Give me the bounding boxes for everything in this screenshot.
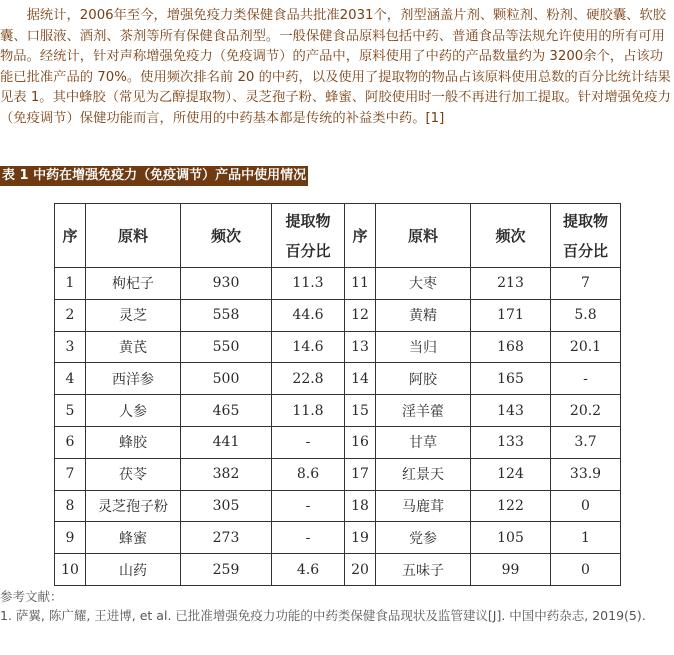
cell-frequency: 382 [181,458,272,490]
cell-material: 阿胶 [376,363,471,395]
cell-frequency: 305 [181,490,272,522]
cell-extract-percent: 4.6 [272,554,345,586]
intro-paragraph: 据统计，2006年至今，增强免疫力类保健食品共批准2031个，剂型涵盖片剂、颗粒剂、粉剂、硬胶囊、软胶囊、口服液、酒剂、茶剂等所有保健食品剂型。一般保健食品原料包括中药、普通食品等法规允许使用的所有可用物品。经统计，针对声称增强免疫力（免疫调节）的产品中，原料使用了中药的产品数量约为 3200余个，占该功能已批准产品的 70%。使用频次排名前 20 的中药，以及使用了提取物的物品占该原料使用总数的百分比统计结果见表 1。其中蜂胶（常见为乙醇提取物）、灵芝孢子粉、蜂蜜、阿胶使用时一般不再进行加工提取。针对增强免疫力（免疫调节）保健功能而言，所使用的中药基本都是传统的补益类中药。[1] [0,8,671,126]
cell-seq: 15 [345,395,376,427]
cell-material: 当归 [376,331,471,363]
cell-frequency: 259 [181,554,272,586]
cell-material: 党参 [376,522,471,554]
header-extract-line2: 百分比 [285,241,331,260]
table-caption: 表 1 中药在增强免疫力（免疫调节）产品中使用情况 [0,166,308,186]
cell-seq: 7 [55,458,86,490]
cell-seq: 12 [345,299,376,331]
cell-material: 黄芪 [86,331,181,363]
header-seq: 序 [55,204,86,268]
cell-extract-percent: 8.6 [272,458,345,490]
table-row [55,490,621,522]
cell-frequency: 143 [471,395,551,427]
cell-extract-percent: 3.7 [551,426,621,458]
cell-frequency: 171 [471,299,551,331]
cell-extract-percent: - [272,522,345,554]
header-frequency: 频次 [181,204,272,268]
cell-material: 黄精 [376,299,471,331]
cell-material: 甘草 [376,426,471,458]
cell-frequency: 273 [181,522,272,554]
table-row [55,299,621,331]
cell-frequency: 122 [471,490,551,522]
cell-extract-percent: 44.6 [272,299,345,331]
header-seq: 序 [345,204,376,268]
cell-seq: 5 [55,395,86,427]
table-row [55,554,621,586]
cell-extract-percent: 7 [551,268,621,300]
cell-extract-percent: - [551,363,621,395]
cell-material: 灵芝孢子粉 [86,490,181,522]
cell-seq: 9 [55,522,86,554]
table-row [55,522,621,554]
cell-extract-percent: 20.1 [551,331,621,363]
cell-seq: 4 [55,363,86,395]
cell-material: 山药 [86,554,181,586]
cell-material: 枸杞子 [86,268,181,300]
cell-seq: 20 [345,554,376,586]
header-extract-line2: 百分比 [562,241,608,260]
cell-material: 蜂胶 [86,426,181,458]
cell-frequency: 168 [471,331,551,363]
cell-frequency: 124 [471,458,551,490]
reference-item: 1. 萨翼, 陈广耀, 王进博, et al. 已批准增强免疫力功能的中药类保健食品现状及监管建议[J]. 中国中药杂志, 2019(5). [0,608,646,623]
cell-material: 茯苓 [86,458,181,490]
table-row [55,458,621,490]
cell-material: 大枣 [376,268,471,300]
cell-frequency: 465 [181,395,272,427]
cell-frequency: 930 [181,268,272,300]
header-extract-line1: 提取物 [285,211,331,230]
table-row [55,426,621,458]
cell-extract-percent: 11.8 [272,395,345,427]
cell-frequency: 105 [471,522,551,554]
cell-seq: 10 [55,554,86,586]
cell-material: 淫羊藿 [376,395,471,427]
cell-seq: 1 [55,268,86,300]
cell-material: 红景天 [376,458,471,490]
cell-frequency: 441 [181,426,272,458]
cell-extract-percent: 0 [551,554,621,586]
header-material: 原料 [86,204,181,268]
cell-seq: 11 [345,268,376,300]
cell-frequency: 500 [181,363,272,395]
cell-material: 马鹿茸 [376,490,471,522]
cell-extract-percent: 1 [551,522,621,554]
cell-seq: 3 [55,331,86,363]
cell-extract-percent: - [272,490,345,522]
header-extract-line1: 提取物 [562,211,608,230]
cell-extract-percent: 20.2 [551,395,621,427]
header-frequency: 频次 [471,204,551,268]
cell-extract-percent: 5.8 [551,299,621,331]
cell-frequency: 165 [471,363,551,395]
cell-extract-percent: 22.8 [272,363,345,395]
cell-material: 灵芝 [86,299,181,331]
cell-material: 蜂蜜 [86,522,181,554]
cell-frequency: 558 [181,299,272,331]
cell-material: 五味子 [376,554,471,586]
cell-material: 人参 [86,395,181,427]
cell-seq: 19 [345,522,376,554]
cell-frequency: 99 [471,554,551,586]
cell-seq: 14 [345,363,376,395]
table-row [55,331,621,363]
cell-seq: 18 [345,490,376,522]
cell-seq: 2 [55,299,86,331]
cell-frequency: 213 [471,268,551,300]
table-row [55,268,621,300]
cell-extract-percent: 33.9 [551,458,621,490]
references-title: 参考文献： [0,589,63,604]
cell-extract-percent: 0 [551,490,621,522]
cell-material: 西洋参 [86,363,181,395]
cell-seq: 8 [55,490,86,522]
table-row [55,363,621,395]
header-material: 原料 [376,204,471,268]
herb-usage-table [54,203,621,586]
cell-extract-percent: 14.6 [272,331,345,363]
cell-seq: 16 [345,426,376,458]
cell-seq: 17 [345,458,376,490]
cell-frequency: 133 [471,426,551,458]
cell-seq: 6 [55,426,86,458]
cell-extract-percent: - [272,426,345,458]
table-header-row [55,204,621,268]
header-extract-percent [272,204,345,268]
cell-frequency: 550 [181,331,272,363]
cell-extract-percent: 11.3 [272,268,345,300]
cell-seq: 13 [345,331,376,363]
references [0,587,672,625]
header-extract-percent [551,204,621,268]
table-row [55,395,621,427]
